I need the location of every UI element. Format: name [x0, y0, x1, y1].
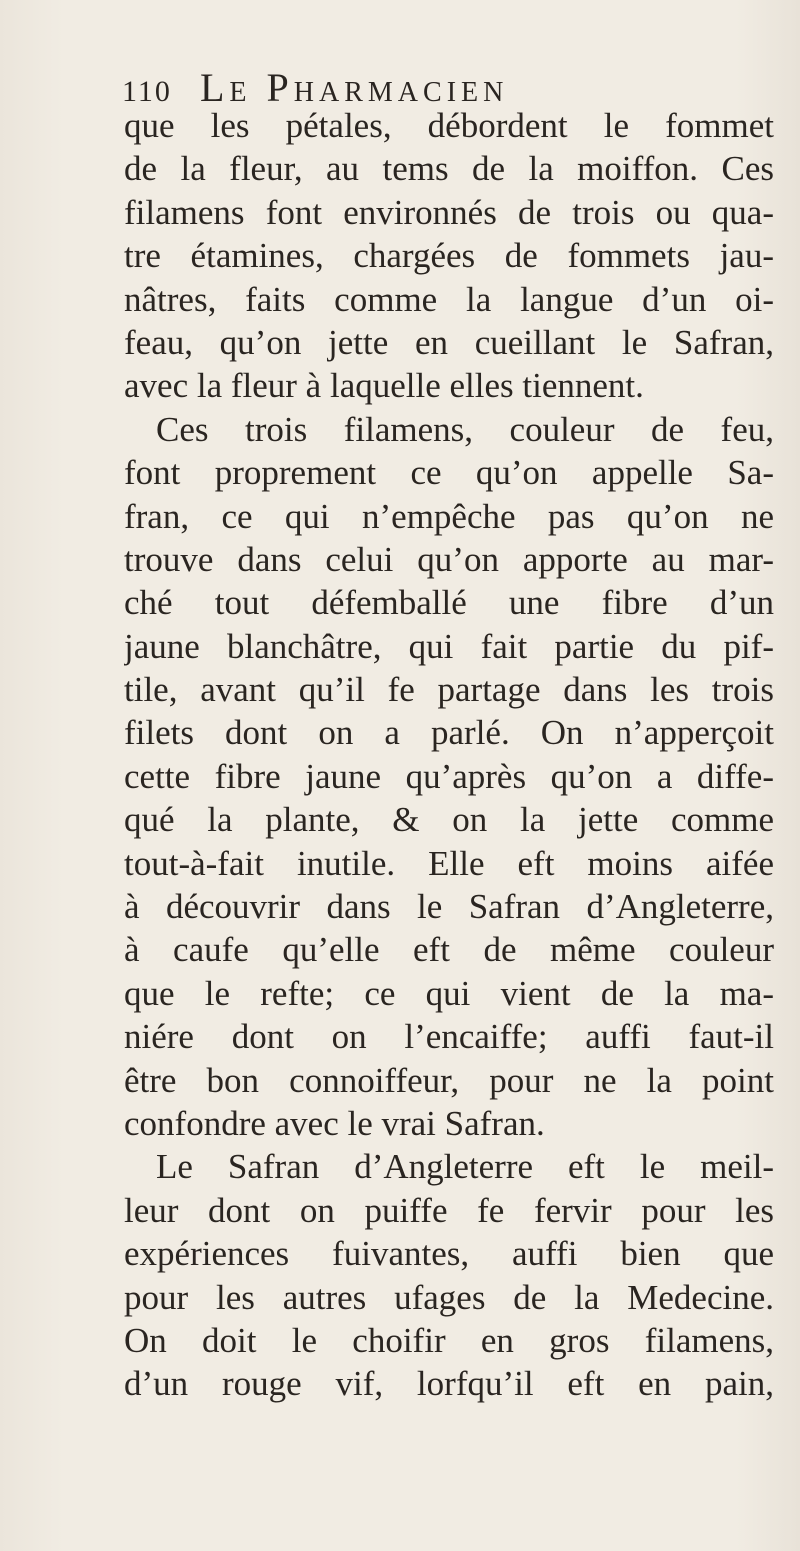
text-line: jaune blanchâtre, qui fait partie du pif-	[124, 626, 774, 666]
text-line: d’un rouge vif, lorfqu’il eft en pain,	[124, 1364, 774, 1404]
text-line: avec la fleur à laquelle elles tiennent.	[124, 366, 644, 406]
text-line: confondre avec le vrai Safran.	[124, 1103, 545, 1143]
text-line: cette fibre jaune qu’après qu’on a diffe-	[124, 756, 774, 796]
text-line: Ces trois filamens, couleur de feu,	[156, 409, 774, 449]
text-line: que les pétales, débordent le fommet	[124, 106, 774, 145]
body-text	[124, 104, 774, 1406]
text-line: nâtres, faits comme la langue d’un oi-	[124, 279, 774, 319]
text-line: être bon connoiffeur, pour ne la point	[124, 1060, 774, 1100]
text-line: font proprement ce qu’on appelle Sa-	[124, 453, 774, 493]
page-number: 110	[122, 75, 172, 108]
text-line: Le Safran d’Angleterre eft le meil-	[156, 1147, 774, 1187]
text-line: On doit le choifir en gros filamens,	[124, 1320, 774, 1360]
text-line: tile, avant qu’il fe partage dans les trois	[124, 670, 774, 710]
text-line: trouve dans celui qu’on apporte au mar-	[124, 539, 774, 579]
running-head: Le Pharmacien	[200, 65, 509, 110]
text-line: tre étamines, chargées de fommets jau-	[124, 236, 774, 276]
text-line: niére dont on l’encaiffe; auffi faut-il	[124, 1017, 774, 1057]
text-line: à caufe qu’elle eft de même couleur	[124, 930, 774, 970]
text-line: à découvrir dans le Safran d’Angleterre,	[124, 887, 774, 927]
text-line: de la fleur, au tems de la moiffon. Ces	[124, 149, 774, 189]
text-line: leur dont on puiffe fe fervir pour les	[124, 1190, 774, 1230]
text-line: filamens font environnés de trois ou qua-	[124, 192, 774, 232]
text-line: feau, qu’on jette en cueillant le Safran,	[124, 322, 774, 362]
text-line: tout-à-fait inutile. Elle eft moins aifée	[124, 843, 774, 883]
text-line: filets dont on a parlé. On n’apperçoit	[124, 713, 774, 753]
text-line: pour les autres ufages de la Medecine.	[124, 1277, 774, 1317]
text-line: que le refte; ce qui vient de la ma-	[124, 973, 774, 1013]
text-line: qué la plante, & on la jette comme	[124, 800, 774, 840]
text-line: ché tout défemballé une fibre d’un	[124, 583, 774, 623]
text-line: expériences fuivantes, auffi bien que	[124, 1234, 774, 1274]
text-line: fran, ce qui n’empêche pas qu’on ne	[124, 496, 774, 536]
